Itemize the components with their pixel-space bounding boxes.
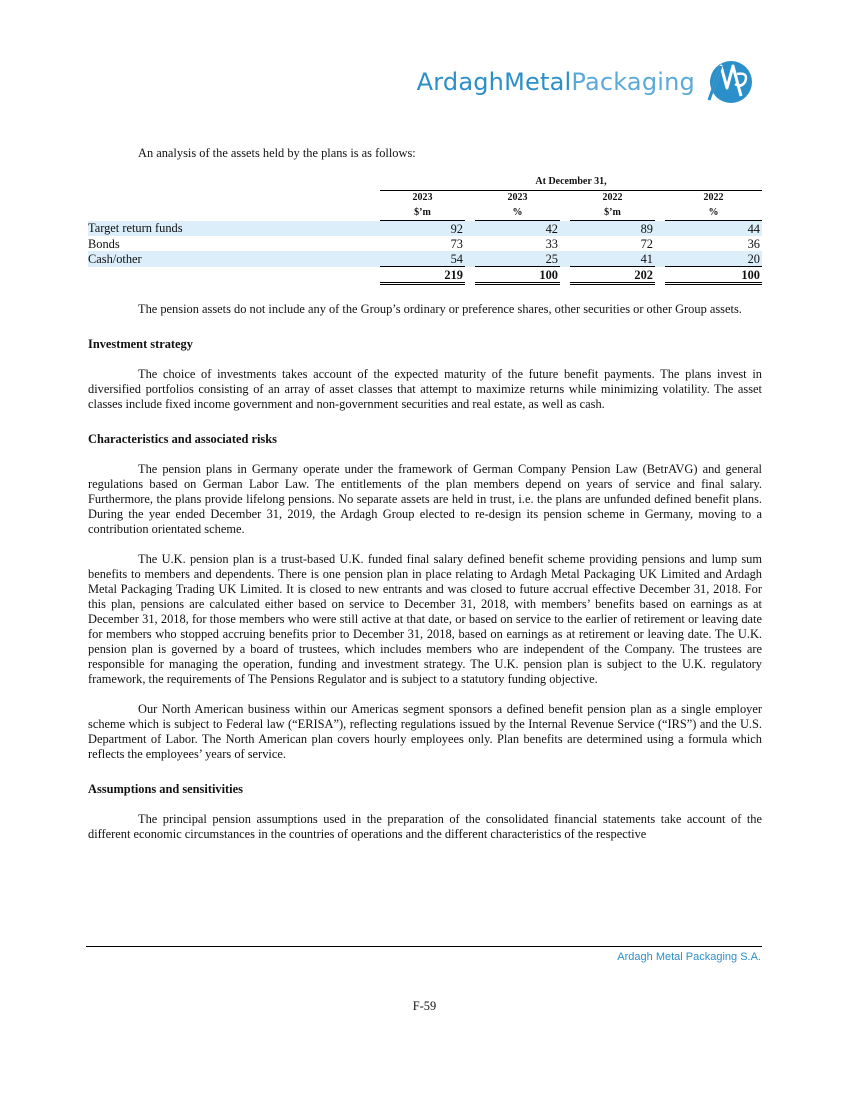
table-row [88, 221, 762, 237]
table-year-header [88, 190, 762, 206]
cell-value: 73 [450, 236, 463, 251]
plan-assets-table [88, 175, 762, 285]
cell-value: 41 [570, 251, 655, 267]
cell-value: 44 [665, 221, 762, 237]
cell-value: 20 [665, 251, 762, 267]
total-value: 202 [570, 267, 655, 284]
paragraph-germany: The pension plans in Germany operate under the framework of German Company Pension Law (BetrAVG) and general regulations based on German Labor Law. The entitlements of the plan members depend on years of service and final salary. Furthermore, the plans provide lifelong pensions. No separate assets are held in trust, i.e. the plans are unfunded defined benefit plans. During the year ended December 31, 2019, the Ardagh Group elected to re-design its pension scheme in Germany, moving to a contribution orientated scheme. [88, 462, 762, 536]
cell-value: 33 [545, 236, 558, 251]
body-text [88, 302, 762, 842]
intro-text: An analysis of the assets held by the plans is as follows: [138, 146, 416, 160]
table-row [88, 251, 762, 267]
col-year: 2023 [507, 192, 528, 203]
paragraph-investment-strategy: The choice of investments takes account of the expected maturity of the future benefit payments. The plans invest in diversified portfolios consisting of an array of asset classes that attempt to maximize returns while minimizing volatility. The asset classes include fixed income government and non-government securities and real estate, as well as cash. [88, 367, 762, 411]
table-row [88, 236, 762, 251]
col-unit: % [665, 206, 762, 221]
company-logo [417, 56, 757, 108]
col-year: 2022 [602, 192, 623, 203]
total-value: 100 [475, 267, 560, 284]
cell-value: 89 [570, 221, 655, 237]
heading-assumptions: Assumptions and sensitivities [88, 782, 243, 796]
footer-company-name: Ardagh Metal Packaging S.A. [617, 951, 761, 963]
col-year: 2023 [412, 192, 433, 203]
total-value: 219 [380, 267, 465, 284]
amp-monogram-icon [701, 56, 757, 108]
paragraph-assumptions: The principal pension assumptions used in the preparation of the consolidated financial statements take account of the different economic circumstances in the countries of operations and the different characteristics of the respective [88, 812, 762, 841]
cell-value: 54 [380, 251, 465, 267]
footer-divider [86, 946, 762, 947]
heading-investment-strategy: Investment strategy [88, 337, 193, 351]
row-label: Cash/other [88, 251, 380, 267]
cell-value: 92 [380, 221, 465, 237]
table-total-row [88, 267, 762, 284]
col-unit: $’m [380, 206, 465, 221]
cell-value: 36 [747, 236, 760, 251]
paragraph-north-america: Our North American business within our Americas segment sponsors a defined benefit pension plan as a single employer scheme which is subject to Federal law (“ERISA”), reflecting regulations issued by the Internal Revenue Service (“IRS”) and the U.S. Department of Labor. The North American plan covers hourly employees only. Plan benefits are determined using a formula which reflects the employees’ years of service. [88, 702, 762, 761]
cell-value: 72 [640, 236, 653, 251]
row-label: Bonds [88, 236, 120, 251]
page-number: F-59 [412, 999, 437, 1013]
paragraph-plan-assets: The pension assets do not include any of the Group’s ordinary or preference shares, other securities or other Group assets. [138, 302, 742, 316]
cell-value: 25 [475, 251, 560, 267]
intro-block [88, 146, 762, 161]
col-unit: % [475, 206, 560, 221]
heading-characteristics: Characteristics and associated risks [88, 432, 277, 446]
table-group-header [88, 175, 762, 190]
group-header-label: At December 31, [380, 175, 762, 190]
table-unit-header [88, 206, 762, 221]
col-year: 2022 [703, 192, 724, 203]
col-unit: $’m [570, 206, 655, 221]
cell-value: 42 [475, 221, 560, 237]
logo-wordmark: ArdaghMetalPackaging [416, 68, 695, 96]
row-label: Target return funds [88, 221, 380, 237]
total-value: 100 [665, 267, 762, 284]
paragraph-uk: The U.K. pension plan is a trust-based U.K. funded final salary defined benefit scheme providing pensions and lump sum benefits to members and dependents. There is one pension plan in place relating to Ardagh Metal Packaging UK Limited and Ardagh Metal Packaging Trading UK Limited. It is closed to new entrants and was closed to future accrual effective December 31, 2018. For this plan, pensions are calculated either based on service to December 31, 2018, with members’ benefits based on earnings as at December 31, 2018, for those members who were still active at that date, or based on service to the earlier of retirement or leaving date for members who stopped accruing benefits prior to December 31, 2018, based on earnings as at retirement or leaving date. The U.K. pension plan is governed by a board of trustees, which includes members who are independent of the Company. The trustees are responsible for managing the operation, funding and investment strategy. The U.K. pension plan is subject to the U.K. regulatory framework, the requirements of The Pensions Regulator and is subject to a statutory funding objective. [88, 552, 762, 686]
